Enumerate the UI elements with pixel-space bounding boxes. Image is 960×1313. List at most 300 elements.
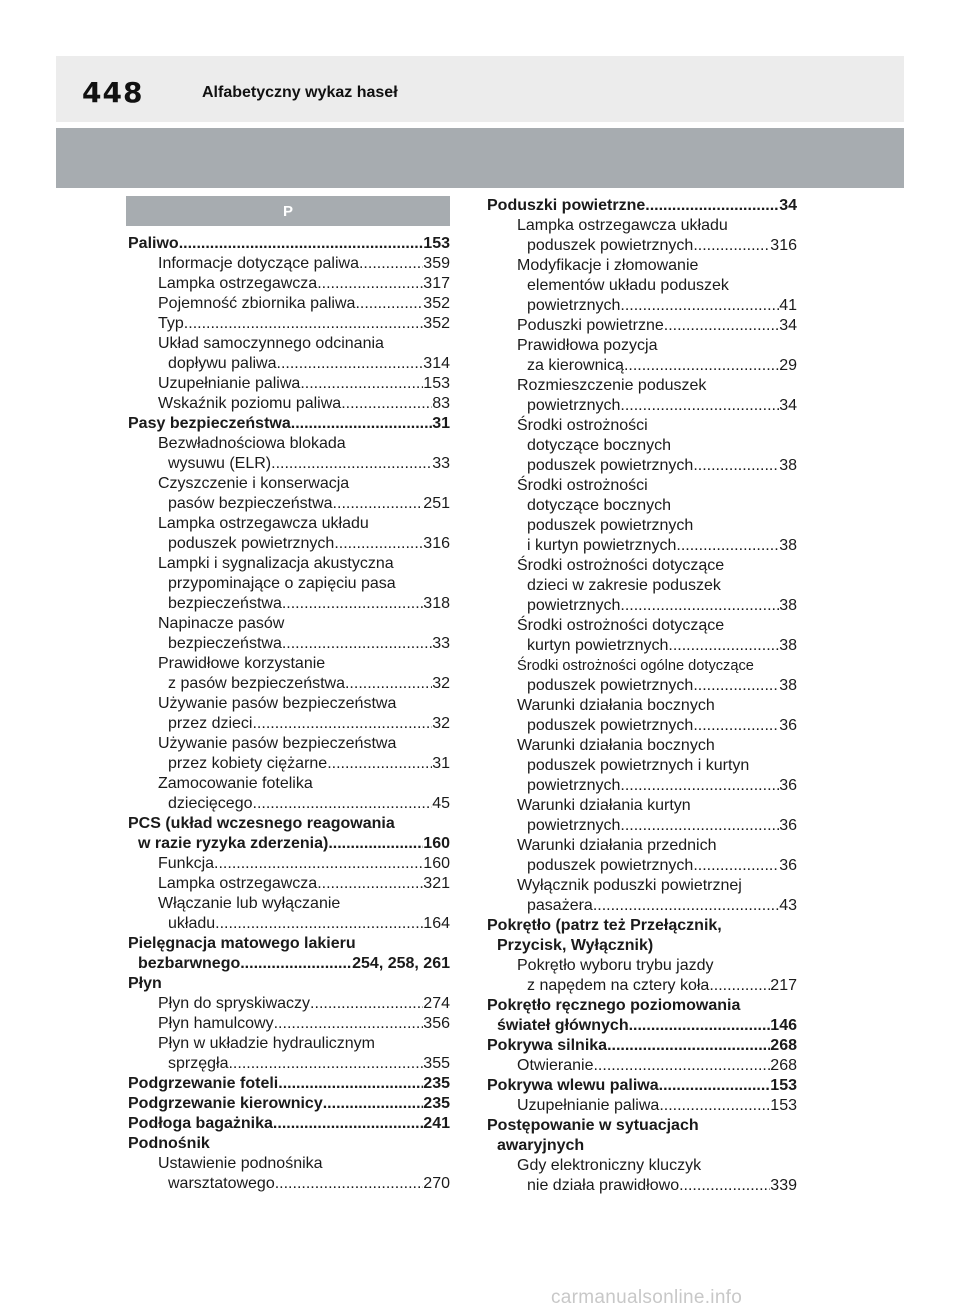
entry-page-number: 321 [423, 875, 450, 892]
entry-text: Pokrętło (patrz też Przełącznik, [487, 917, 722, 934]
entry-text: Lampka ostrzegawcza układu [158, 515, 369, 532]
entry-text: przez dzieci [168, 715, 253, 732]
index-subentry [481, 216, 797, 236]
index-subentry [122, 354, 450, 374]
entry-text: poduszek powietrznych i kurtyn [527, 757, 750, 774]
index-subentry [122, 294, 450, 314]
dot-leader [345, 674, 432, 694]
index-subentry [122, 714, 450, 734]
entry-text: pasażera [527, 897, 593, 914]
entry-text: poduszek powietrznych [168, 535, 335, 552]
index-subentry [122, 374, 450, 394]
index-subentry [122, 394, 450, 414]
index-entry [481, 996, 797, 1016]
index-subentry [122, 754, 450, 774]
dot-leader [334, 534, 423, 554]
dot-leader [228, 1054, 423, 1074]
index-subentry [481, 316, 797, 336]
entry-text: za kierownicą [527, 357, 624, 374]
entry-text: Pojemność zbiornika paliwa [158, 295, 356, 312]
entry-text: Napinacze pasów [158, 615, 285, 632]
index-subentry [122, 474, 450, 494]
index-subentry [122, 874, 450, 894]
dot-leader [253, 794, 433, 814]
index-subentry [481, 1156, 797, 1176]
entry-text: Używanie pasów bezpieczeństwa [158, 695, 397, 712]
index-subentry [122, 1054, 450, 1074]
index-column-left [122, 196, 450, 1194]
index-subentry [481, 516, 797, 536]
index-subentry [122, 634, 450, 654]
entry-text: Zamocowanie fotelika [158, 775, 313, 792]
index-subentry [122, 314, 450, 334]
entry-text: Wskaźnik poziomu paliwa [158, 395, 342, 412]
dot-leader [275, 1174, 424, 1194]
index-subentry [481, 636, 797, 656]
dot-leader [184, 314, 424, 334]
index-entry [122, 1134, 450, 1154]
entry-page-number: 38 [779, 677, 797, 694]
entry-text: Lampka ostrzegawcza [158, 275, 318, 292]
dot-leader [693, 856, 779, 876]
entry-text: Płyn w układzie hydraulicznym [158, 1035, 375, 1052]
entry-text: Podnośnik [128, 1135, 210, 1152]
entry-text: Poduszki powietrzne [487, 197, 646, 214]
entry-text: warsztatowego [168, 1175, 275, 1192]
entry-page-number: 268 [770, 1057, 797, 1074]
index-entry [122, 414, 450, 434]
index-subentry [122, 774, 450, 794]
index-subentry [481, 436, 797, 456]
entry-page-number: 160 [423, 855, 450, 872]
section-letter-header [126, 196, 450, 226]
index-subentry [122, 334, 450, 354]
entry-text: poduszek powietrznych [527, 857, 694, 874]
entry-text: Podgrzewanie kierownicy [128, 1095, 323, 1112]
index-subentry [122, 614, 450, 634]
index-entry [122, 1114, 450, 1134]
entry-page-number: 352 [423, 315, 450, 332]
entry-page-number: 33 [432, 635, 450, 652]
index-subentry [481, 936, 797, 956]
index-subentry [481, 596, 797, 616]
section-banner [56, 128, 904, 188]
entry-text: Podłoga bagażnika [128, 1115, 273, 1132]
entry-text: Środki ostrożności dotyczące [517, 617, 725, 634]
index-subentry [481, 876, 797, 896]
index-subentry [481, 396, 797, 416]
index-subentry [122, 254, 450, 274]
dot-leader [277, 354, 424, 374]
entry-page-number: 235 [423, 1095, 450, 1112]
watermark: carmanualsonline.info [551, 1287, 743, 1308]
index-subentry [481, 756, 797, 776]
entry-text: Płyn hamulcowy [158, 1015, 274, 1032]
index-subentry [122, 274, 450, 294]
entry-text: w razie ryzyka zderzenia) [138, 835, 329, 852]
entry-text: Włączanie lub wyłączanie [158, 895, 341, 912]
entry-text: powietrznych [527, 817, 621, 834]
entry-page-number: 317 [423, 275, 450, 292]
index-subentry [481, 696, 797, 716]
dot-leader [215, 914, 423, 934]
index-subentry [481, 476, 797, 496]
index-subentry [122, 674, 450, 694]
dot-leader [659, 1096, 770, 1116]
entry-text: Środki ostrożności [517, 417, 648, 434]
entry-page-number: 339 [770, 1177, 797, 1194]
entry-page-number: 217 [770, 977, 797, 994]
entry-page-number: 36 [779, 777, 797, 794]
index-subentry [481, 1016, 797, 1036]
entry-page-number: 31 [432, 755, 450, 772]
dot-leader [668, 636, 779, 656]
entry-text: poduszek powietrznych [527, 517, 694, 534]
entry-text: Pasy bezpieczeństwa [128, 415, 291, 432]
dot-leader [659, 1076, 771, 1096]
index-subentry [122, 694, 450, 714]
dot-leader [679, 1176, 770, 1196]
entry-page-number: 83 [432, 395, 450, 412]
index-entry [122, 1074, 450, 1094]
dot-leader [341, 394, 432, 414]
entry-page-number: 352 [423, 295, 450, 312]
index-subentry [481, 816, 797, 836]
dot-leader [645, 196, 779, 216]
index-entries-right [481, 196, 797, 1196]
index-subentry [122, 1034, 450, 1054]
entry-text: Rozmieszczenie poduszek [517, 377, 707, 394]
index-subentry [122, 434, 450, 454]
dot-leader [620, 816, 779, 836]
entry-page-number: 36 [779, 717, 797, 734]
entry-page-number: 316 [770, 237, 797, 254]
index-subentry [122, 954, 450, 974]
index-subentry [481, 496, 797, 516]
index-subentry [481, 836, 797, 856]
entry-text: Informacje dotyczące paliwa [158, 255, 359, 272]
entry-page-number: 359 [423, 255, 450, 272]
entry-text: sprzęgła [168, 1055, 229, 1072]
page-header-bar [56, 56, 904, 122]
entry-page-number: 268 [770, 1037, 797, 1054]
dot-leader [179, 234, 424, 254]
entry-text: powietrznych [527, 397, 621, 414]
dot-leader [620, 596, 779, 616]
entry-text: Warunki działania przednich [517, 837, 717, 854]
entry-text: powietrznych [527, 597, 621, 614]
index-entry [481, 1076, 797, 1096]
index-subentry [122, 494, 450, 514]
index-entry [481, 916, 797, 936]
index-subentry [122, 834, 450, 854]
index-subentry [122, 654, 450, 674]
entry-page-number: 153 [770, 1097, 797, 1114]
dot-leader [333, 494, 424, 514]
entry-page-number: 34 [779, 317, 797, 334]
index-entry [122, 234, 450, 254]
entry-text: PCS (układ wczesnego reagowania [128, 815, 395, 832]
dot-leader [693, 236, 770, 256]
entry-text: poduszek powietrznych [527, 237, 694, 254]
entry-text: Podgrzewanie foteli [128, 1075, 279, 1092]
entry-text: dotyczące bocznych [527, 497, 672, 514]
entry-text: powietrznych [527, 297, 621, 314]
dot-leader [664, 316, 779, 336]
index-subentry [481, 976, 797, 996]
entry-text: Środki ostrożności dotyczące [517, 557, 725, 574]
entry-text: dotyczące bocznych [527, 437, 672, 454]
page-title: Alfabetyczny wykaz haseł [202, 84, 398, 101]
entry-page-number: 318 [423, 595, 450, 612]
entry-text: poduszek powietrznych [527, 717, 694, 734]
dot-leader [327, 754, 432, 774]
entry-text: Czyszczenie i konserwacja [158, 475, 350, 492]
index-subentry [122, 1154, 450, 1174]
entry-text: Otwieranie [517, 1057, 594, 1074]
index-subentry [481, 736, 797, 756]
entry-page-number: 355 [423, 1055, 450, 1072]
entry-text: wysuwu (ELR) [168, 455, 272, 472]
dot-leader [709, 976, 770, 996]
entry-text: Pielęgnacja matowego lakieru [128, 935, 356, 952]
entry-text: Uzupełnianie paliwa [517, 1097, 660, 1114]
entry-text: Pokrywa silnika [487, 1037, 608, 1054]
dot-leader [629, 1016, 771, 1036]
entry-page-number: 41 [779, 297, 797, 314]
index-entry [481, 1036, 797, 1056]
dot-leader [620, 296, 779, 316]
index-entry [481, 1116, 797, 1136]
index-entries-left [122, 234, 450, 1194]
entry-text: Układ samoczynnego odcinania [158, 335, 384, 352]
dot-leader [282, 594, 423, 614]
index-subentry [481, 456, 797, 476]
entry-text: Bezwładnościowa blokada [158, 435, 346, 452]
entry-text: Paliwo [128, 235, 179, 252]
index-subentry [481, 256, 797, 276]
entry-text: Używanie pasów bezpieczeństwa [158, 735, 397, 752]
index-subentry [481, 376, 797, 396]
page-number: 448 [82, 76, 144, 109]
entry-text: elementów układu poduszek [527, 277, 729, 294]
dot-leader [693, 676, 779, 696]
entry-text: Warunki działania kurtyn [517, 797, 691, 814]
index-subentry [122, 1014, 450, 1034]
entry-text: Środki ostrożności ogólne dotyczące [517, 658, 754, 674]
entry-text: powietrznych [527, 777, 621, 794]
entry-text: przez kobiety ciężarne [168, 755, 328, 772]
entry-text: poduszek powietrznych [527, 457, 694, 474]
dot-leader [300, 374, 423, 394]
entry-text: przypominające o zapięciu pasa [168, 575, 396, 592]
entry-page-number: 29 [779, 357, 797, 374]
dot-leader [593, 896, 779, 916]
entry-text: pasów bezpieczeństwa [168, 495, 333, 512]
dot-leader [328, 834, 423, 854]
entry-page-number: 270 [423, 1175, 450, 1192]
entry-text: świateł głównych [497, 1017, 629, 1034]
entry-text: Przycisk, Wyłącznik) [497, 937, 654, 954]
dot-leader [359, 254, 423, 274]
index-subentry [481, 576, 797, 596]
entry-text: Modyfikacje i złomowanie [517, 257, 699, 274]
entry-page-number: 38 [779, 537, 797, 554]
entry-text: Prawidłowe korzystanie [158, 655, 326, 672]
entry-text: awaryjnych [497, 1137, 585, 1154]
index-subentry [122, 594, 450, 614]
entry-text: kurtyn powietrznych [527, 637, 669, 654]
dot-leader [693, 456, 779, 476]
entry-page-number: 32 [432, 715, 450, 732]
index-subentry [122, 894, 450, 914]
entry-page-number: 146 [770, 1017, 797, 1034]
entry-text: Pokrętło wyboru trybu jazdy [517, 957, 714, 974]
dot-leader [278, 1074, 423, 1094]
index-subentry [481, 1096, 797, 1116]
entry-page-number: 34 [779, 397, 797, 414]
entry-page-number: 356 [423, 1015, 450, 1032]
entry-text: Uzupełnianie paliwa [158, 375, 301, 392]
index-subentry [122, 854, 450, 874]
entry-page-number: 251 [423, 495, 450, 512]
index-subentry [481, 956, 797, 976]
dot-leader [317, 274, 423, 294]
index-subentry [481, 676, 797, 696]
dot-leader [624, 356, 779, 376]
entry-text: i kurtyn powietrznych [527, 537, 677, 554]
entry-text: dopływu paliwa [168, 355, 277, 372]
entry-page-number: 153 [423, 375, 450, 392]
index-subentry [481, 856, 797, 876]
entry-text: Funkcja [158, 855, 215, 872]
entry-page-number: 153 [770, 1077, 797, 1094]
index-subentry [481, 416, 797, 436]
index-entry [122, 974, 450, 994]
entry-text: Wyłącznik poduszki powietrznej [517, 877, 742, 894]
entry-text: Typ [158, 315, 184, 332]
entry-page-number: 45 [432, 795, 450, 812]
index-subentry [481, 776, 797, 796]
entry-page-number: 38 [779, 637, 797, 654]
entry-page-number: 36 [779, 817, 797, 834]
entry-page-number: 38 [779, 597, 797, 614]
dot-leader [291, 414, 432, 434]
dot-leader [693, 716, 779, 736]
dot-leader [240, 954, 352, 974]
index-subentry [122, 574, 450, 594]
entry-text: Lampki i sygnalizacja akustyczna [158, 555, 394, 572]
index-subentry [481, 616, 797, 636]
entry-page-number: 153 [423, 235, 450, 252]
index-subentry [481, 656, 797, 676]
entry-text: Środki ostrożności [517, 477, 648, 494]
index-subentry [122, 914, 450, 934]
entry-page-number: 31 [432, 415, 450, 432]
index-subentry [481, 356, 797, 376]
entry-page-number: 43 [779, 897, 797, 914]
entry-text: Lampka ostrzegawcza [158, 875, 318, 892]
entry-page-number: 160 [423, 835, 450, 852]
dot-leader [355, 294, 423, 314]
index-subentry [481, 1056, 797, 1076]
dot-leader [252, 714, 432, 734]
index-subentry [481, 236, 797, 256]
entry-text: dzieci w zakresie poduszek [527, 577, 721, 594]
entry-page-number: 34 [779, 197, 797, 214]
dot-leader [282, 634, 432, 654]
index-subentry [481, 276, 797, 296]
index-subentry [481, 1136, 797, 1156]
entry-page-number: 314 [423, 355, 450, 372]
dot-leader [620, 396, 779, 416]
index-subentry [122, 554, 450, 574]
entry-text: Pokrętło ręcznego poziomowania [487, 997, 741, 1014]
entry-text: bezbarwnego [138, 955, 241, 972]
index-subentry [481, 296, 797, 316]
dot-leader [317, 874, 423, 894]
index-subentry [481, 716, 797, 736]
entry-page-number: 33 [432, 455, 450, 472]
index-entry [122, 1094, 450, 1114]
dot-leader [593, 1056, 770, 1076]
dot-leader [274, 1014, 424, 1034]
entry-text: Lampka ostrzegawcza układu [517, 217, 728, 234]
dot-leader [271, 454, 432, 474]
index-subentry [122, 1174, 450, 1194]
entry-text: Pokrywa wlewu paliwa [487, 1077, 659, 1094]
index-subentry [122, 794, 450, 814]
dot-leader [607, 1036, 770, 1056]
entry-text: dziecięcego [168, 795, 253, 812]
dot-leader [676, 536, 779, 556]
entry-page-number: 36 [779, 857, 797, 874]
index-subentry [481, 556, 797, 576]
entry-text: nie działa prawidłowo [527, 1177, 680, 1194]
entry-text: Gdy elektroniczny kluczyk [517, 1157, 702, 1174]
entry-page-number: 235 [423, 1075, 450, 1092]
index-entry [481, 196, 797, 216]
index-subentry [122, 454, 450, 474]
entry-text: Warunki działania bocznych [517, 697, 715, 714]
entry-text: Postępowanie w sytuacjach [487, 1117, 699, 1134]
entry-text: Prawidłowa pozycja [517, 337, 658, 354]
entry-text: poduszek powietrznych [527, 677, 694, 694]
entry-text: bezpieczeństwa [168, 595, 282, 612]
index-column-right [481, 196, 797, 1196]
dot-leader [214, 854, 423, 874]
index-subentry [481, 336, 797, 356]
entry-text: układu [168, 915, 216, 932]
index-subentry [481, 536, 797, 556]
dot-leader [273, 1114, 423, 1134]
dot-leader [620, 776, 779, 796]
index-subentry [481, 1176, 797, 1196]
index-entry [122, 934, 450, 954]
entry-text: z pasów bezpieczeństwa [168, 675, 345, 692]
entry-text: Płyn [128, 975, 162, 992]
entry-text: z napędem na cztery koła [527, 977, 710, 994]
index-subentry [481, 896, 797, 916]
index-subentry [481, 796, 797, 816]
dot-leader [323, 1094, 424, 1114]
index-entry [122, 814, 450, 834]
entry-page-number: 254, 258, 261 [352, 955, 450, 972]
index-subentry [122, 734, 450, 754]
entry-text: bezpieczeństwa [168, 635, 282, 652]
entry-text: Poduszki powietrzne [517, 317, 664, 334]
entry-text: Ustawienie podnośnika [158, 1155, 323, 1172]
